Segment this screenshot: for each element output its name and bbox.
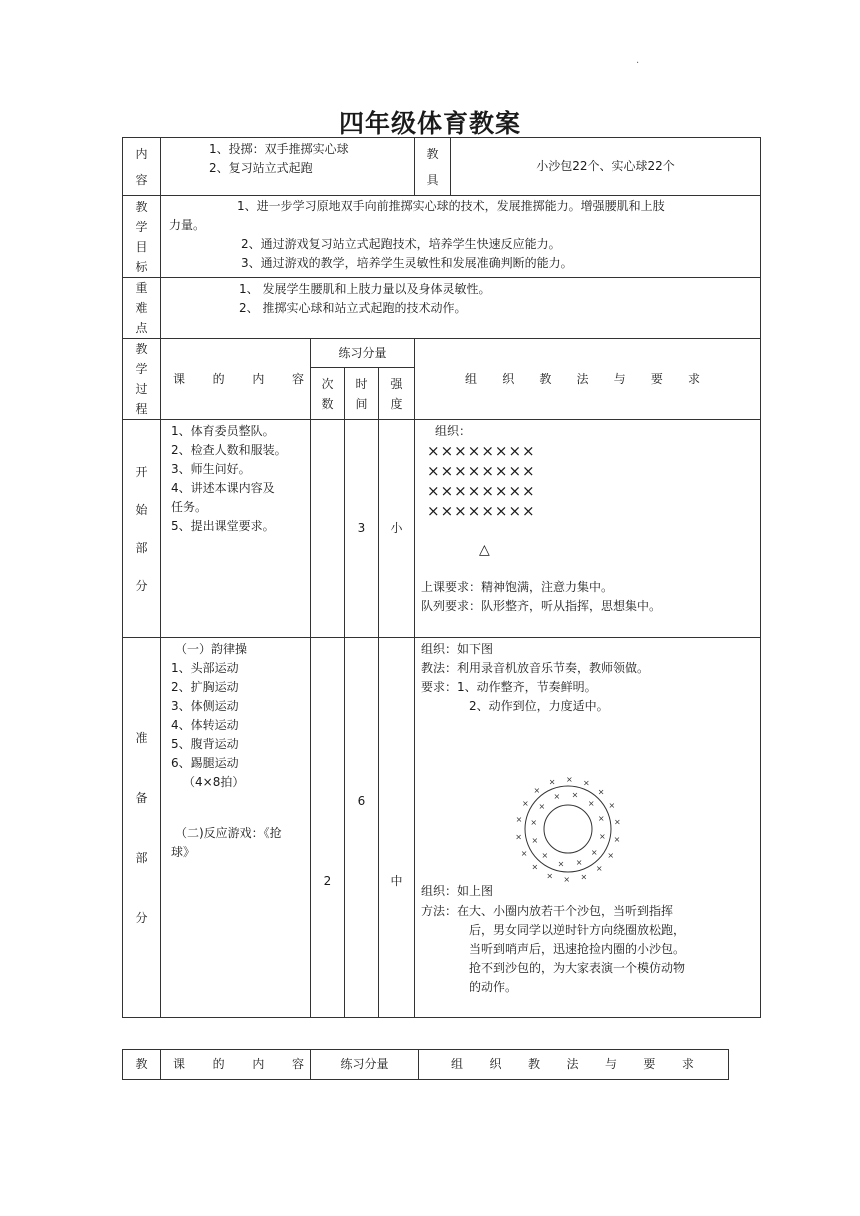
student-mark-outer: ×	[565, 775, 573, 784]
footer-practice-header: 练习分量	[311, 1050, 419, 1080]
prep-method: 组织：如下图 教法：利用录音机放音乐节奏，教师领做。 要求：1、动作整齐，节奏鲜明。 2、动作到位，力度适中。 × × × × × × × × × × × × × × × × × × × × × × × × × × × × × × 组织：如上图 方法：在大、小圈内放若干个沙包，当听到指挥 后，男女同学以逆时针方向绕圈放松跑， 当听到哨声后，迅速抢捡内圈的小沙包。 抢不到沙包的，为大家表演一个模仿动物 的动作。	[415, 638, 761, 1018]
key-points-label: 重 难 点	[123, 278, 161, 339]
prep-section-label: 准 备 部 分	[123, 638, 161, 1018]
student-mark-outer: ×	[614, 817, 621, 827]
formation-grid: ×××××××× ×××××××× ×××××××× ××××××××	[427, 442, 536, 520]
content-items: 1、投掷：双手推掷实心球 2、复习站立式起跑	[161, 138, 415, 196]
page-dot: ·	[636, 58, 640, 69]
start-times	[311, 420, 345, 638]
prep-section-row	[123, 638, 761, 1018]
equipment-value: 小沙包22个、实心球22个	[451, 138, 761, 196]
student-mark-inner: ×	[597, 813, 605, 823]
key-points-row	[123, 278, 761, 339]
start-intensity: 小	[379, 420, 415, 638]
content-label: 内 容	[123, 138, 161, 196]
student-mark-outer: ×	[521, 798, 529, 808]
practice-amount-header: 练习分量	[311, 339, 415, 368]
footer-header-row	[123, 1050, 729, 1080]
student-mark-outer: ×	[613, 834, 621, 844]
equipment-label: 教 具	[415, 138, 451, 196]
start-section-label: 开 始 部 分	[123, 420, 161, 638]
goals-row	[123, 196, 761, 278]
student-mark-outer: ×	[548, 777, 556, 787]
next-page-header-table	[122, 1049, 729, 1080]
student-mark-inner: ×	[553, 791, 561, 801]
student-mark-outer: ×	[515, 815, 523, 825]
student-mark-inner: ×	[590, 848, 598, 858]
teacher-triangle-icon: △	[479, 542, 490, 558]
prep-intensity: 中	[379, 638, 415, 1018]
times-header: 次 数	[311, 368, 345, 420]
student-mark-inner: ×	[538, 801, 546, 811]
start-items: 1、体育委员整队。 2、检查人数和服装。 3、师生问好。 4、讲述本课内容及 任务。 5、提出课堂要求。	[161, 420, 311, 638]
duration-header: 时 间	[345, 368, 379, 420]
process-content-header: 课 的 内 容	[161, 339, 311, 420]
student-mark-outer: ×	[607, 851, 615, 861]
student-mark-outer: ×	[531, 862, 539, 872]
student-mark-outer: ×	[580, 872, 588, 882]
student-mark-outer: ×	[595, 864, 603, 874]
intensity-header: 强 度	[379, 368, 415, 420]
student-mark-outer: ×	[597, 787, 605, 797]
start-duration: 3	[345, 420, 379, 638]
student-mark-outer: ×	[563, 875, 571, 884]
process-header-row	[123, 339, 761, 368]
student-mark-outer: ×	[582, 778, 590, 788]
student-mark-inner: ×	[531, 836, 539, 846]
student-mark-inner: ×	[598, 832, 606, 841]
student-mark-inner: ×	[571, 790, 579, 800]
student-mark-inner: ×	[557, 859, 565, 869]
student-mark-inner: ×	[575, 858, 583, 868]
page-title: 四年级体育教案	[338, 109, 521, 138]
prep-duration: 6	[345, 638, 379, 1018]
student-mark-inner: ×	[587, 798, 595, 808]
key-points-text: 1、 发展学生腰肌和上肢力量以及身体灵敏性。 2、 推掷实心球和站立式起跑的技术动作。	[161, 278, 761, 339]
footer-method-header: 组 织 教 法 与 要 求	[419, 1050, 729, 1080]
prep-method2: 方法：在大、小圈内放若干个沙包，当听到指挥 后，男女同学以逆时针方向绕圈放松跑， 当听到哨声后，迅速抢捡内圈的小沙包。 抢不到沙包的，为大家表演一个模仿动物 的动作。	[421, 904, 686, 994]
goals-label: 教 学 目 标	[123, 196, 161, 278]
content-row	[123, 138, 761, 196]
prep-items: （一）韵律操 1、头部运动 2、扩胸运动 3、体侧运动 4、体转运动 5、腹背运动 6、踢腿运动 （4×8拍） （二)反应游戏：《抢 球》	[161, 638, 311, 1018]
method-header: 组 织 教 法 与 要 求	[415, 339, 761, 420]
process-label: 教 学 过 程	[123, 339, 161, 420]
goals-text: 1、进一步学习原地双手向前推掷实心球的技术，发展推掷能力。增强腰肌和上肢 力量。 2、通过游戏复习站立式起跑技术，培养学生快速反应能力。 3、通过游戏的教学，培养学生灵敏性和发展准确判断的能力。	[161, 196, 761, 278]
student-mark-inner: ×	[530, 818, 538, 827]
student-mark-outer: ×	[608, 801, 616, 811]
student-mark-outer: ×	[546, 871, 554, 881]
start-org-label: 组织：	[435, 424, 472, 438]
start-section-row	[123, 420, 761, 638]
student-mark-outer: ×	[533, 785, 541, 795]
circle-formation-diagram	[513, 774, 623, 884]
prep-times: 2	[311, 638, 345, 1018]
student-mark-inner: ×	[541, 851, 549, 861]
student-mark-outer: ×	[520, 848, 528, 858]
footer-content-header: 课 的 内 容	[161, 1050, 311, 1080]
lesson-plan-table	[122, 137, 761, 1018]
student-mark-outer: ×	[515, 832, 522, 842]
footer-label: 教	[123, 1050, 161, 1080]
start-method: 组织： ×××××××× ×××××××× ×××××××× ×××××××× △ 上课要求：精神饱满，注意力集中。 队列要求：队形整齐，听从指挥，思想集中。	[415, 420, 761, 638]
